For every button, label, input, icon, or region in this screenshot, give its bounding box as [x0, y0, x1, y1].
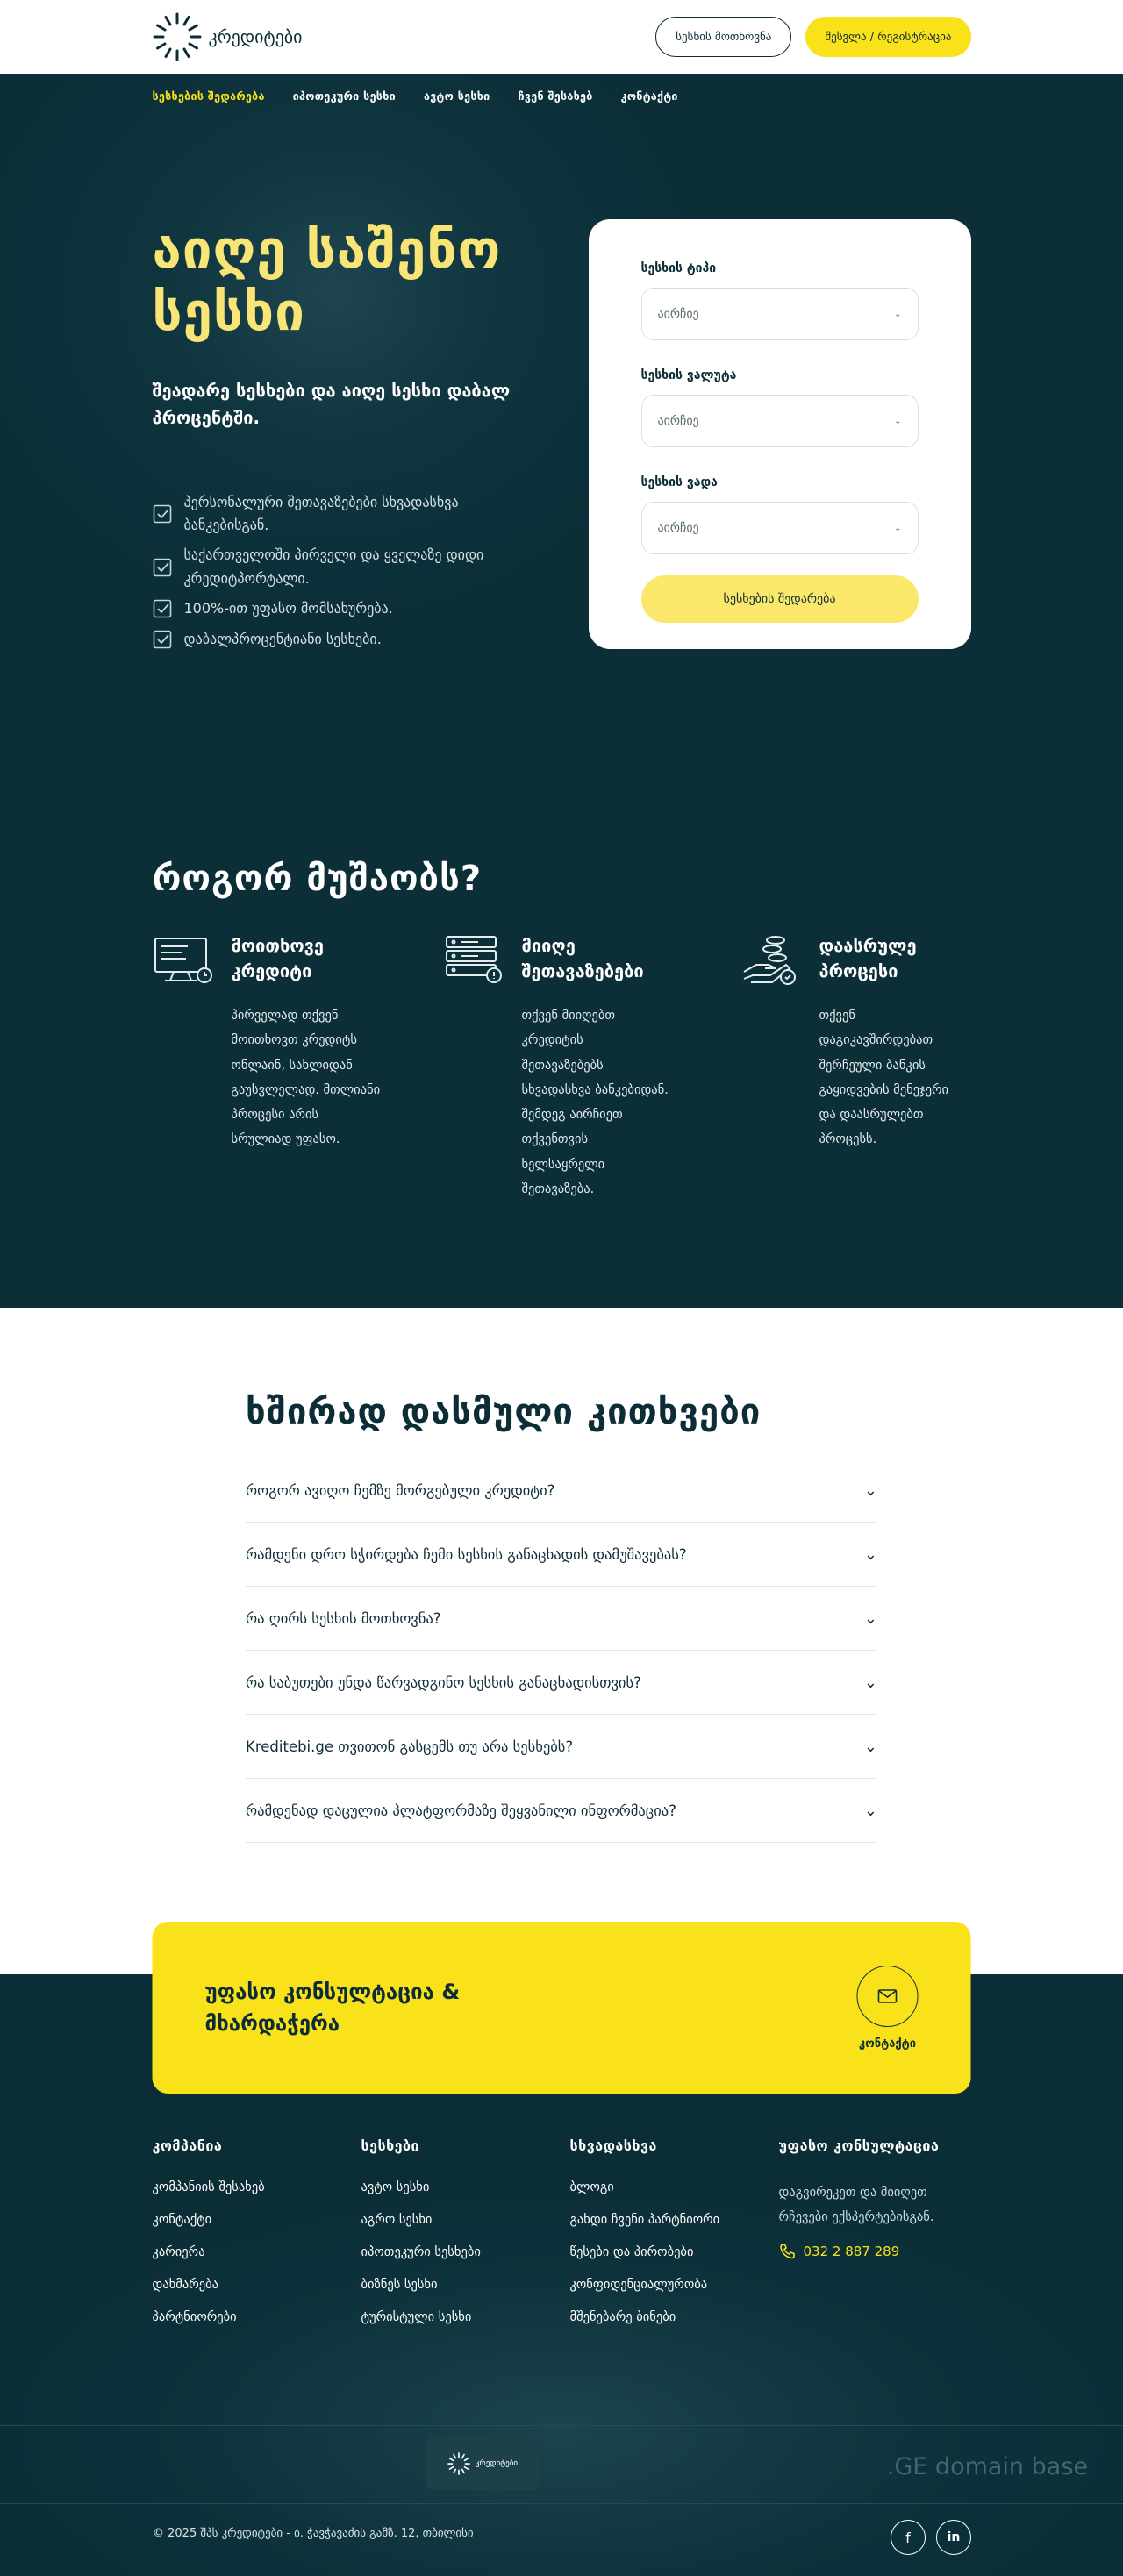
logo-sunburst-icon [447, 2452, 470, 2475]
step-item [740, 933, 971, 1202]
chevron-down-icon: ⌄ [863, 1481, 877, 1500]
footer-link[interactable]: მშენებარე ბინები [569, 2310, 676, 2324]
contact-label: კონტაქტი [858, 2037, 917, 2051]
loan-term-value: აირჩიე [657, 521, 699, 535]
footer-link[interactable]: კონტაქტი [152, 2213, 212, 2227]
main-nav [153, 74, 971, 118]
footer-link[interactable]: წესები და პირობები [569, 2245, 694, 2259]
footer-column-company [153, 2137, 361, 2343]
faq-title: ხშირად დასმული კითხვები [246, 1392, 762, 1432]
facebook-icon[interactable]: f [891, 2520, 926, 2555]
login-register-button[interactable]: შესვლა / რეგისტრაცია [805, 17, 970, 57]
feature-item [153, 628, 547, 651]
chevron-down-icon: ⌄ [863, 1673, 877, 1692]
feature-list [153, 491, 547, 651]
hero-title-line2: სესხი [152, 281, 305, 343]
footer-link[interactable]: ტურისტული სესხი [361, 2310, 472, 2324]
loan-search-form [589, 219, 971, 649]
loan-term-label: სესხის ვადა [640, 475, 718, 489]
footer-link[interactable]: ბლოგი [569, 2180, 614, 2194]
footer-link[interactable]: დახმარება [152, 2278, 219, 2292]
chevron-down-icon: ⌄ [894, 523, 902, 533]
phone-number: 032 2 887 289 [803, 2243, 900, 2259]
phone-icon [779, 2243, 797, 2260]
faq-item[interactable] [246, 1651, 877, 1715]
chevron-down-icon: ⌄ [863, 1609, 877, 1628]
hero-title-line1: აიღე საშენო [152, 219, 502, 281]
faq-section [0, 1308, 1123, 1974]
hero-title [153, 219, 547, 344]
footer-logo-badge[interactable] [426, 2437, 540, 2490]
feature-item [153, 491, 547, 538]
compare-loans-button[interactable]: სესხების შედარება [641, 575, 919, 623]
loan-type-label: სესხის ტიპი [640, 261, 717, 275]
logo-text: კრედიტები [208, 26, 303, 47]
step-item [153, 933, 443, 1202]
mail-icon [857, 1966, 919, 2027]
checkbox-check-icon [153, 630, 172, 649]
loan-term-select[interactable] [641, 502, 919, 554]
loan-type-value: აირჩიე [657, 307, 699, 321]
footer-link[interactable]: აგრო სესხი [361, 2213, 433, 2227]
phone-link[interactable] [779, 2243, 971, 2260]
step-item [443, 933, 740, 1202]
nav-contact[interactable]: კონტაქტი [620, 89, 678, 103]
chevron-down-icon: ⌄ [894, 309, 902, 319]
faq-item[interactable] [246, 1779, 877, 1843]
footer-column-title: სესხები [361, 2137, 420, 2154]
computer-clock-icon [153, 933, 214, 986]
step-title: დაასრულე პროცესი [819, 935, 917, 981]
faq-question: რამდენი დრო სჭირდება ჩემი სესხის განაცხადის დამუშავებას? [246, 1545, 687, 1563]
footer-link[interactable]: კონფიდენციალურობა [569, 2278, 708, 2292]
how-it-works-title: როგორ მუშაობს? [152, 859, 483, 899]
chevron-down-icon: ⌄ [863, 1801, 877, 1820]
loan-currency-value: აირჩიე [657, 414, 699, 428]
hero-text [153, 219, 547, 658]
loan-currency-label: სესხის ვალუტა [640, 368, 737, 382]
footer-link[interactable]: ავტო სესხი [361, 2180, 430, 2194]
feature-text: პერსონალური შეთავაზებები სხვადასხვა ბანკებისგან. [183, 493, 459, 533]
logo[interactable] [153, 12, 303, 61]
hand-coins-icon [740, 933, 802, 989]
footer-column-misc [570, 2137, 779, 2343]
step-title: მოითხოვე კრედიტი [231, 935, 325, 981]
contact-button[interactable] [857, 1966, 919, 2051]
footer-divider [0, 2503, 1123, 2504]
footer-column-consultation [779, 2137, 971, 2343]
step-text: თქვენ მიიღებთ კრედიტის შეთავაზებებს სხვადასხვა ბანკებიდან. შემდეგ აირჩიეთ თქვენთვის ხელსაყრელი შეთავაზება. [521, 1009, 669, 1196]
chevron-down-icon: ⌄ [863, 1545, 877, 1564]
nav-mortgage[interactable]: იპოთეკური სესხი [292, 89, 396, 103]
feature-item [153, 544, 547, 590]
nav-about[interactable]: ჩვენ შესახებ [518, 89, 593, 103]
consultation-text: დაგვირეკეთ და მიიღეთ რჩევები ექსპერტებისგან. [778, 2186, 934, 2225]
loan-type-select[interactable] [641, 288, 919, 340]
footer-logo-text: კრედიტები [475, 2459, 519, 2468]
faq-item[interactable] [246, 1587, 877, 1651]
feature-text: დაბალპროცენტიანი სესხები. [183, 630, 382, 647]
hero-grid [153, 219, 971, 658]
server-offers-icon [443, 933, 504, 986]
nav-loan-comparison[interactable]: სესხების შედარება [152, 89, 265, 103]
footer-link[interactable]: პარტნიორები [152, 2310, 237, 2324]
feature-text: 100%-ით უფასო მომსახურება. [183, 600, 393, 617]
linkedin-icon[interactable]: in [936, 2520, 971, 2555]
site-footer [0, 1974, 1123, 2576]
step-text: პირველად თქვენ მოითხოვთ კრედიტს ონლაინ, სახლიდან გაუსვლელად. მთლიანი პროცესი არის სრულიად უფასო. [231, 1009, 381, 1147]
faq-item[interactable] [246, 1523, 877, 1587]
loan-request-button[interactable]: სესხის მოთხოვნა [655, 17, 791, 57]
faq-question: Kreditebi.ge თვითონ გასცემს თუ არა სესხებს? [246, 1738, 574, 1755]
faq-question: რამდენად დაცულია პლატფორმაზე შეყვანილი ინფორმაცია? [246, 1802, 676, 1819]
steps-list [153, 933, 971, 1202]
faq-question: რა ღირს სესხის მოთხოვნა? [246, 1609, 441, 1627]
faq-question: როგორ ავიღო ჩემზე მორგებული კრედიტი? [246, 1481, 555, 1499]
checkbox-check-icon [153, 599, 172, 618]
consultation-banner [153, 1922, 971, 2094]
site-header [0, 0, 1123, 74]
loan-currency-select[interactable] [641, 395, 919, 447]
footer-column-title: უფასო კონსულტაცია [778, 2137, 940, 2154]
footer-link[interactable]: გახდი ჩვენი პარტნიორი [569, 2213, 720, 2227]
footer-link[interactable]: ბიზნეს სესხი [361, 2278, 438, 2292]
faq-item[interactable] [246, 1459, 877, 1523]
footer-columns [153, 2137, 971, 2343]
hero-subtitle-line2: პროცენტში. [152, 406, 261, 428]
header-actions [655, 17, 970, 57]
chevron-down-icon: ⌄ [894, 416, 902, 426]
feature-item [153, 597, 547, 620]
footer-column-title: სხვადასხვა [569, 2137, 657, 2154]
ge-domain-badge[interactable]: .GE domain base [886, 2453, 1088, 2480]
footer-link[interactable]: იპოთეკური სესხები [361, 2245, 481, 2259]
footer-divider [0, 2425, 1123, 2426]
checkbox-check-icon [153, 504, 172, 524]
hero-section [0, 74, 1123, 1308]
footer-link[interactable]: კომპანიის შესახებ [152, 2180, 265, 2194]
feature-text: საქართველოში პირველი და ყველაზე დიდი კრედიტპორტალი. [183, 546, 484, 587]
footer-column-loans [361, 2137, 570, 2343]
hero-subtitle-line1: შეადარე სესხები და აიღე სესხი დაბალ [152, 379, 511, 401]
nav-auto-loan[interactable]: ავტო სესხი [423, 89, 490, 103]
footer-column-title: კომპანია [152, 2137, 223, 2154]
hero-subtitle [153, 377, 547, 432]
logo-sunburst-icon [153, 12, 202, 61]
copyright: © 2025 შპს კრედიტები - ი. ჭავჭავაძის გამზ. 12, თბილისი [153, 2527, 474, 2540]
faq-item[interactable] [246, 1715, 877, 1779]
checkbox-check-icon [153, 558, 172, 577]
chevron-down-icon: ⌄ [863, 1737, 877, 1756]
consultation-title: უფასო კონსულტაცია & მხარდაჭერა [204, 1980, 461, 2036]
step-title: მიიღე შეთავაზებები [521, 935, 644, 981]
social-links [891, 2520, 971, 2555]
faq-question: რა საბუთები უნდა წარვადგინო სესხის განაცხადისთვის? [246, 1673, 641, 1691]
step-text: თქვენ დაგიკავშირდებათ შერჩეული ბანკის გაყიდვების მენეჯერი და დაასრულებთ პროცესს. [819, 1009, 949, 1147]
footer-link[interactable]: კარიერა [152, 2245, 205, 2259]
